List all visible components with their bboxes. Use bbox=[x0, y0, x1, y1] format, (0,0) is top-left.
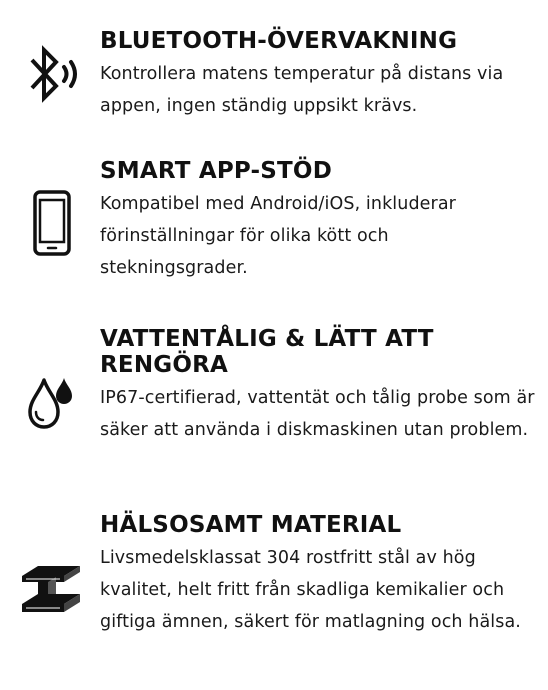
feature-description: IP67-certifierad, vattentät och tålig probe som är säker att använda i diskmaskinen utan problem. bbox=[100, 388, 535, 440]
feature-title: BLUETOOTH-ÖVERVAKNING bbox=[100, 28, 458, 54]
feature-description: Kontrollera matens temperatur på distans via appen, ingen ständig uppsikt krävs. bbox=[100, 64, 504, 116]
feature-description: Kompatibel med Android/iOS, inkluderar förinställningar för olika kött och stekningsgrader. bbox=[100, 194, 456, 278]
feature-bluetooth bbox=[0, 0, 548, 140]
smartphone-icon bbox=[20, 188, 84, 258]
feature-description: Livsmedelsklassat 304 rostfritt stål av hög kvalitet, helt fritt från skadliga kemikalier och giftiga ämnen, säkert för matlagning och hälsa. bbox=[100, 548, 521, 632]
feature-title: SMART APP-STÖD bbox=[100, 158, 332, 184]
feature-title: VATTENTÅLIG & LÄTT ATT RENGÖRA bbox=[100, 326, 434, 378]
water-drops-icon bbox=[20, 372, 84, 432]
feature-title: HÄLSOSAMT MATERIAL bbox=[100, 512, 402, 538]
feature-healthy-material bbox=[0, 500, 548, 690]
feature-smart-app bbox=[0, 140, 548, 310]
steel-beam-icon bbox=[20, 560, 84, 624]
feature-water-resistant bbox=[0, 310, 548, 500]
bluetooth-icon bbox=[20, 42, 84, 106]
